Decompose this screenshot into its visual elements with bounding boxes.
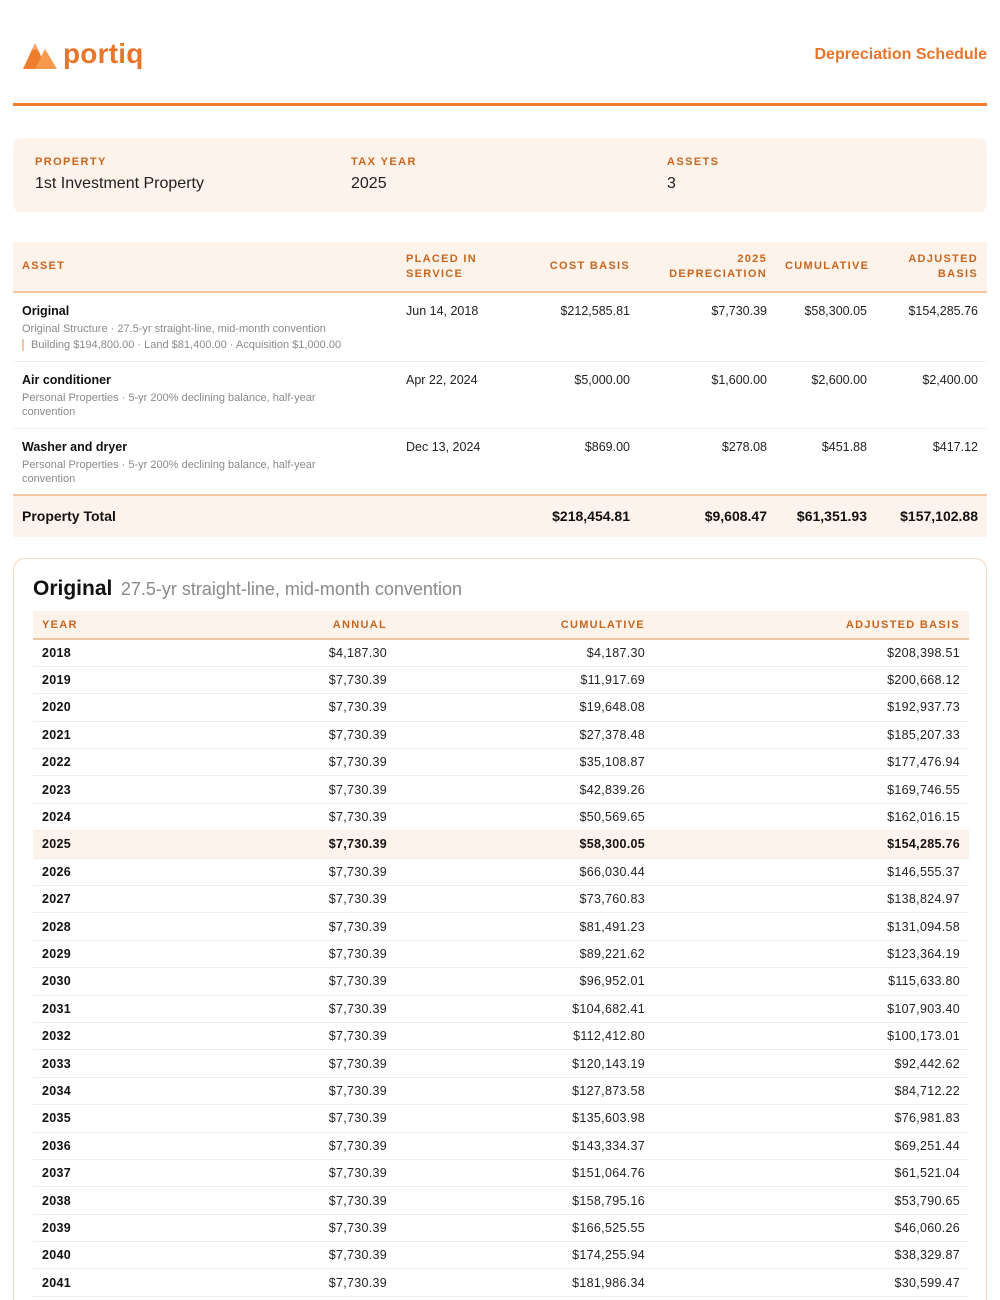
schedule-adjusted-basis: $123,364.19 [654,940,969,967]
property-total-row [13,495,987,537]
summary-value: 1st Investment Property [35,175,204,192]
schedule-annual: $7,730.39 [153,831,396,858]
schedule-adjusted-basis: $162,016.15 [654,803,969,830]
schedule-cumulative: $143,334.37 [396,1132,654,1159]
schedule-row [33,1269,969,1296]
schedule-year: 2034 [33,1077,153,1104]
schedule-cumulative: $151,064.76 [396,1159,654,1186]
schedule-adjusted-basis: $53,790.65 [654,1187,969,1214]
schedule-year: 2041 [33,1269,153,1296]
schedule-year: 2022 [33,749,153,776]
summary-property [35,156,204,193]
schedule-row [33,1132,969,1159]
schedule-year: 2023 [33,776,153,803]
schedule-cumulative: $120,143.19 [396,1050,654,1077]
asset-cost-breakdown: Building $194,800.00 · Land $81,400.00 · Acquisition $1,000.00 [22,339,388,351]
asset-adjusted-basis: $417.12 [876,428,987,495]
schedule-annual: $7,730.39 [153,1050,396,1077]
schedule-cumulative: $35,108.87 [396,749,654,776]
schedule-cumulative: $73,760.83 [396,886,654,913]
asset-description: Personal Properties · 5-yr 200% declining balance, half-year convention [22,458,316,485]
schedule-cumulative: $42,839.26 [396,776,654,803]
schedule-cumulative: $58,300.05 [396,831,654,858]
schedule-adjusted-basis: $208,398.51 [654,639,969,666]
schedule-row [33,1105,969,1132]
schedule-cumulative: $4,187.30 [396,639,654,666]
schedule-adjusted-basis: $61,521.04 [654,1159,969,1186]
schedule-cumulative: $27,378.48 [396,721,654,748]
schedule-row [33,913,969,940]
schedule-row [33,995,969,1022]
schedule-annual: $7,730.39 [153,1022,396,1049]
schedule-annual: $7,730.39 [153,1187,396,1214]
asset-row[interactable] [13,292,987,361]
schedule-row [33,1022,969,1049]
schedule-cumulative: $166,525.55 [396,1214,654,1241]
schedule-year: 2037 [33,1159,153,1186]
schedule-annual: $4,187.30 [153,639,396,666]
schedule-year: 2029 [33,940,153,967]
column-header-placed-in-service[interactable]: PLACED IN SERVICE [397,242,531,292]
summary-label: ASSETS [667,156,720,168]
total-placed-empty [397,495,531,537]
schedule-adjusted-basis: $76,981.83 [654,1105,969,1132]
column-header-cost-basis[interactable]: COST BASIS [531,242,639,292]
brand-name: portiq [63,38,144,69]
schedule-adjusted-basis: $131,094.58 [654,913,969,940]
schedule-year: 2025 [33,831,153,858]
schedule-adjusted-basis: $154,285.76 [654,831,969,858]
schedule-annual: $7,730.39 [153,694,396,721]
column-header-depreciation[interactable]: 2025 DEPRECIATION [639,242,776,292]
schedule-adjusted-basis: $177,476.94 [654,749,969,776]
schedule-cumulative: $50,569.65 [396,803,654,830]
summary-assets [667,156,719,193]
column-header-asset[interactable]: ASSET [13,242,397,292]
schedule-row [33,1214,969,1241]
schedule-row [33,776,969,803]
schedule-title [33,577,462,601]
schedule-year: 2028 [33,913,153,940]
schedule-adjusted-basis: $30,599.47 [654,1269,969,1296]
report-header [13,0,987,106]
schedule-annual: $7,730.39 [153,968,396,995]
asset-placed-in-service: Apr 22, 2024 [397,361,531,428]
schedule-row [33,749,969,776]
schedule-adjusted-basis: $100,173.01 [654,1022,969,1049]
yearly-schedule-table [33,611,969,1297]
schedule-annual: $7,730.39 [153,721,396,748]
asset-cost-basis: $5,000.00 [531,361,639,428]
schedule-year: 2039 [33,1214,153,1241]
schedule-row [33,721,969,748]
asset-row[interactable] [13,428,987,495]
asset-description: Personal Properties · 5-yr 200% declining balance, half-year convention [22,391,316,418]
schedule-year: 2021 [33,721,153,748]
schedule-annual: $7,730.39 [153,666,396,693]
schedule-asset-name: Original [33,577,113,600]
total-cost-basis: $218,454.81 [531,495,639,537]
schedule-cumulative: $19,648.08 [396,694,654,721]
schedule-adjusted-basis: $169,746.55 [654,776,969,803]
schedule-adjusted-basis: $192,937.73 [654,694,969,721]
asset-cumulative: $451.88 [776,428,876,495]
asset-cost-basis: $212,585.81 [531,292,639,361]
schedule-year: 2032 [33,1022,153,1049]
summary-value: 3 [667,175,676,192]
schedule-year: 2036 [33,1132,153,1159]
assets-table [13,242,987,537]
schedule-annual: $7,730.39 [153,749,396,776]
schedule-year: 2027 [33,886,153,913]
schedule-adjusted-basis: $185,207.33 [654,721,969,748]
asset-description: Original Structure · 27.5-yr straight-line, mid-month convention [22,323,326,335]
asset-schedule-card [13,558,987,1300]
schedule-annual: $7,730.39 [153,1159,396,1186]
schedule-row [33,1187,969,1214]
column-header-adjusted-basis[interactable]: ADJUSTED BASIS [876,242,987,292]
schedule-method: 27.5-yr straight-line, mid-month convention [120,579,462,599]
schedule-year: 2024 [33,803,153,830]
property-summary [13,138,987,212]
asset-name: Washer and dryer [22,439,128,454]
asset-row[interactable] [13,361,987,428]
schedule-year: 2031 [33,995,153,1022]
schedule-cumulative: $158,795.16 [396,1187,654,1214]
schedule-cumulative: $127,873.58 [396,1077,654,1104]
schedule-adjusted-basis: $69,251.44 [654,1132,969,1159]
asset-adjusted-basis: $154,285.76 [876,292,987,361]
schedule-row [33,694,969,721]
schedule-cumulative: $104,682.41 [396,995,654,1022]
schedule-annual: $7,730.39 [153,940,396,967]
schedule-year: 2040 [33,1242,153,1269]
asset-adjusted-basis: $2,400.00 [876,361,987,428]
schedule-cumulative: $135,603.98 [396,1105,654,1132]
column-header-cumulative[interactable]: CUMULATIVE [396,611,654,639]
schedule-annual: $7,730.39 [153,1242,396,1269]
summary-label: PROPERTY [35,156,107,168]
asset-name: Original [22,304,70,318]
schedule-cumulative: $11,917.69 [396,666,654,693]
asset-name: Air conditioner [22,372,111,387]
schedule-annual: $7,730.39 [153,776,396,803]
asset-depreciation: $278.08 [639,428,776,495]
schedule-cumulative: $112,412.80 [396,1022,654,1049]
summary-tax-year [351,156,417,193]
schedule-row [33,803,969,830]
column-header-year[interactable]: YEAR [33,611,153,639]
schedule-annual: $7,730.39 [153,1132,396,1159]
schedule-annual: $7,730.39 [153,1214,396,1241]
assets-table-header [13,242,987,292]
schedule-year: 2020 [33,694,153,721]
schedule-header [33,611,969,639]
brand-logo [23,38,144,70]
asset-placed-in-service: Jun 14, 2018 [397,292,531,361]
asset-cumulative: $2,600.00 [776,361,876,428]
schedule-row [33,1242,969,1269]
schedule-row [33,858,969,885]
schedule-cumulative: $181,986.34 [396,1269,654,1296]
schedule-row [33,831,969,858]
column-header-adjusted-basis[interactable]: ADJUSTED BASIS [654,611,969,639]
column-header-cumulative[interactable]: CUMULATIVE [776,242,876,292]
asset-depreciation: $1,600.00 [639,361,776,428]
schedule-row [33,886,969,913]
total-depreciation: $9,608.47 [639,495,776,537]
schedule-row [33,1077,969,1104]
schedule-annual: $7,730.39 [153,886,396,913]
schedule-year: 2035 [33,1105,153,1132]
schedule-adjusted-basis: $84,712.22 [654,1077,969,1104]
total-adjusted-basis: $157,102.88 [876,495,987,537]
schedule-cumulative: $174,255.94 [396,1242,654,1269]
summary-value: 2025 [351,175,387,192]
schedule-cumulative: $89,221.62 [396,940,654,967]
schedule-year: 2018 [33,639,153,666]
asset-depreciation: $7,730.39 [639,292,776,361]
asset-cost-basis: $869.00 [531,428,639,495]
schedule-year: 2033 [33,1050,153,1077]
schedule-adjusted-basis: $115,633.80 [654,968,969,995]
schedule-adjusted-basis: $46,060.26 [654,1214,969,1241]
schedule-adjusted-basis: $200,668.12 [654,666,969,693]
schedule-adjusted-basis: $146,555.37 [654,858,969,885]
schedule-row [33,639,969,666]
schedule-rows [33,639,969,1296]
schedule-cumulative: $66,030.44 [396,858,654,885]
schedule-row [33,666,969,693]
schedule-row [33,1050,969,1077]
column-header-annual[interactable]: ANNUAL [153,611,396,639]
schedule-adjusted-basis: $38,329.87 [654,1242,969,1269]
document-title: Depreciation Schedule [814,46,987,63]
schedule-adjusted-basis: $107,903.40 [654,995,969,1022]
schedule-year: 2019 [33,666,153,693]
schedule-year: 2038 [33,1187,153,1214]
schedule-cumulative: $81,491.23 [396,913,654,940]
schedule-row [33,940,969,967]
schedule-annual: $7,730.39 [153,858,396,885]
schedule-adjusted-basis: $138,824.97 [654,886,969,913]
schedule-annual: $7,730.39 [153,913,396,940]
schedule-annual: $7,730.39 [153,1269,396,1296]
schedule-cumulative: $96,952.01 [396,968,654,995]
mountain-logo-icon [23,39,57,69]
schedule-year: 2026 [33,858,153,885]
schedule-year: 2030 [33,968,153,995]
schedule-adjusted-basis: $92,442.62 [654,1050,969,1077]
schedule-annual: $7,730.39 [153,803,396,830]
schedule-annual: $7,730.39 [153,1077,396,1104]
schedule-row [33,968,969,995]
schedule-row [33,1159,969,1186]
summary-label: TAX YEAR [351,156,417,168]
total-label: Property Total [13,495,397,537]
total-cumulative: $61,351.93 [776,495,876,537]
asset-placed-in-service: Dec 13, 2024 [397,428,531,495]
schedule-annual: $7,730.39 [153,1105,396,1132]
schedule-annual: $7,730.39 [153,995,396,1022]
asset-cumulative: $58,300.05 [776,292,876,361]
